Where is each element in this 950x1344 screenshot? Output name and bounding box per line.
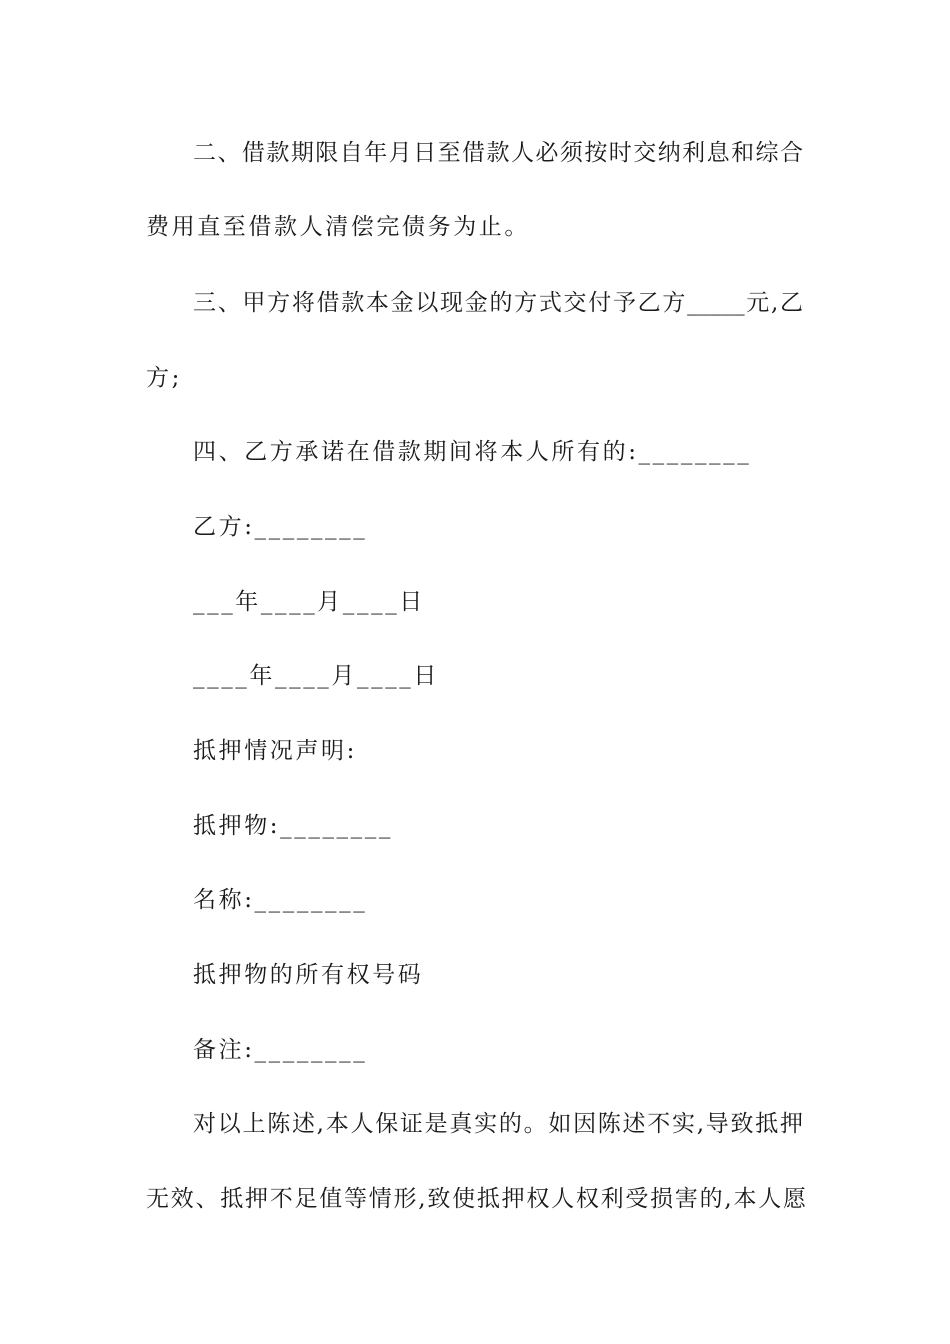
paragraph-line-clause-3-cont: 方; [146, 365, 182, 391]
paragraph-line-clause-2-cont: 费用直至借款人清偿完债务为止。 [146, 214, 530, 240]
name-field: 名称:________ [193, 887, 368, 913]
ownership-number-field: 抵押物的所有权号码 [193, 962, 424, 988]
date-field-2: ____年____月____日 [193, 663, 439, 689]
paragraph-line-declaration-cont: 无效、抵押不足值等情形,致使抵押权人权利受损害的,本人愿 [146, 1186, 806, 1212]
section-heading-collateral-statement: 抵押情况声明: [193, 738, 357, 764]
date-field-1: ___年____月____日 [193, 589, 425, 615]
collateral-field: 抵押物:________ [193, 813, 393, 839]
paragraph-line-clause-3: 三、甲方将借款本金以现金的方式交付予乙方_____元,乙 [193, 290, 803, 316]
paragraph-line-clause-4: 四、乙方承诺在借款期间将本人所有的:________ [193, 439, 752, 465]
party-b-field: 乙方:________ [193, 514, 368, 540]
paragraph-line-declaration: 对以上陈述,本人保证是真实的。如因陈述不实,导致抵押 [193, 1111, 803, 1137]
remarks-field: 备注:________ [193, 1037, 368, 1063]
paragraph-line-clause-2: 二、借款期限自年月日至借款人必须按时交纳利息和综合 [193, 140, 803, 166]
